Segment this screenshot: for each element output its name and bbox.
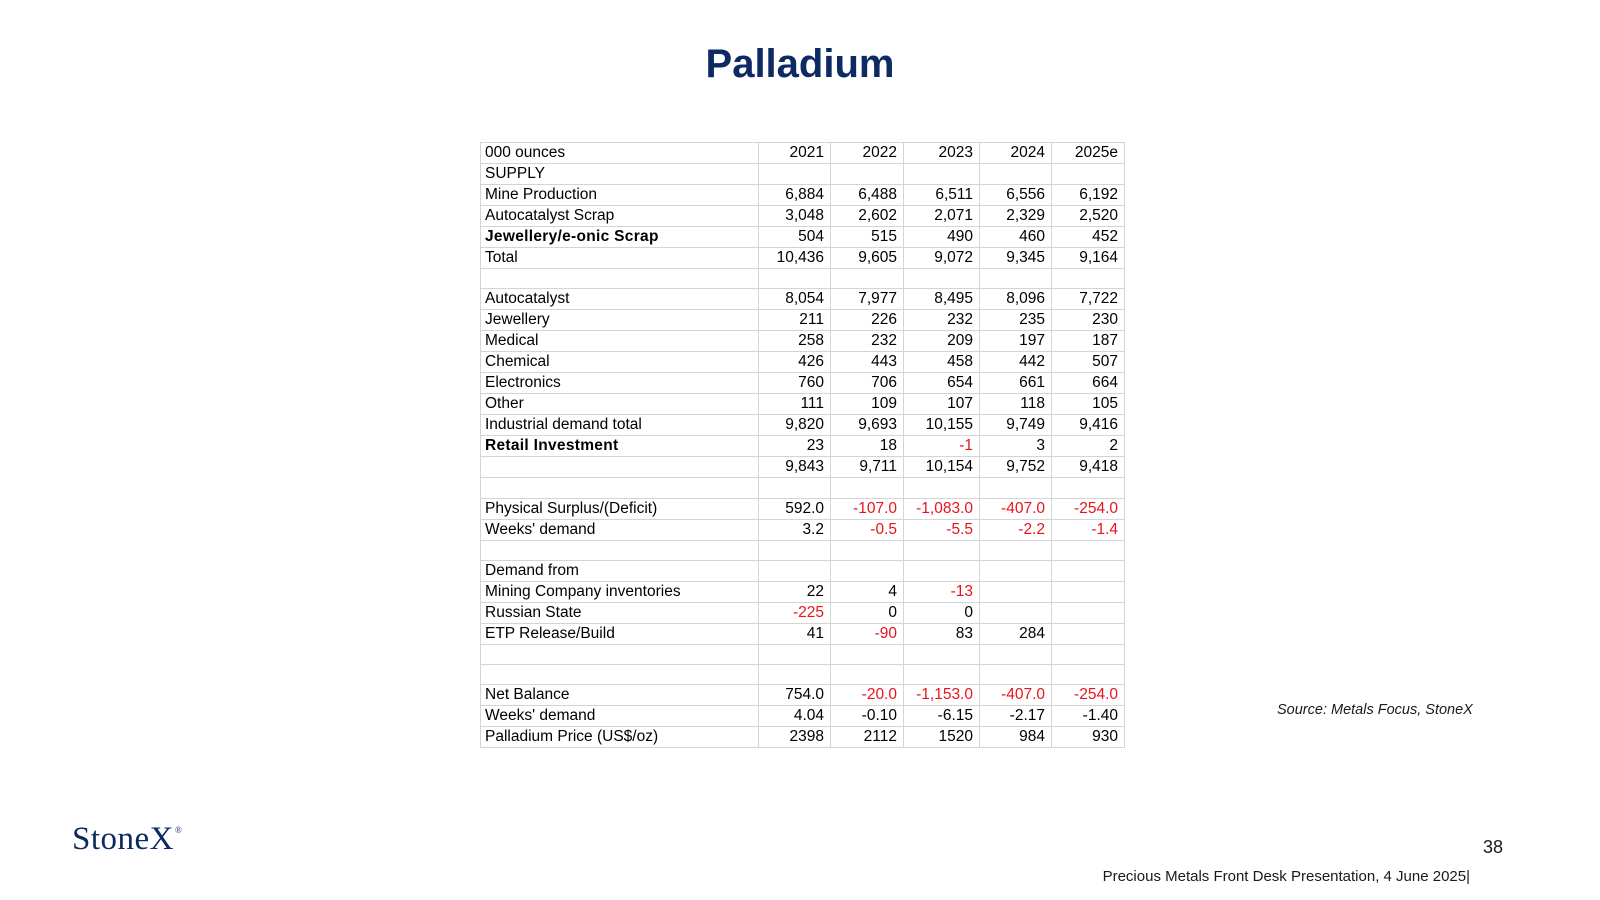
value-cell: 9,345 [980, 248, 1052, 269]
value-cell: 654 [904, 373, 980, 394]
value-cell: 6,556 [980, 185, 1052, 206]
value-cell: 2,602 [831, 206, 904, 227]
value-cell: -6.15 [904, 706, 980, 727]
value-cell [759, 560, 831, 581]
value-cell: 2,520 [1052, 206, 1125, 227]
table-header-row [481, 143, 1125, 164]
value-cell [831, 164, 904, 185]
value-cell: 107 [904, 394, 980, 415]
value-cell: 118 [980, 394, 1052, 415]
value-cell: -1,083.0 [904, 498, 980, 519]
table-body [481, 143, 1125, 748]
value-cell [1052, 644, 1125, 664]
value-cell [831, 269, 904, 289]
value-cell: 592.0 [759, 498, 831, 519]
value-cell: 105 [1052, 394, 1125, 415]
value-cell: 706 [831, 373, 904, 394]
value-cell: 507 [1052, 352, 1125, 373]
header-year: 2024 [980, 143, 1052, 164]
value-cell: 9,418 [1052, 457, 1125, 478]
row-label: Net Balance [481, 685, 759, 706]
row-label: Weeks' demand [481, 706, 759, 727]
value-cell: 232 [904, 310, 980, 331]
value-cell: -0.5 [831, 519, 904, 540]
table-row [481, 560, 1125, 581]
table-row [481, 540, 1125, 560]
row-label: Demand from [481, 560, 759, 581]
table-row [481, 352, 1125, 373]
value-cell [1052, 269, 1125, 289]
row-label: Electronics [481, 373, 759, 394]
value-cell [980, 540, 1052, 560]
value-cell [904, 540, 980, 560]
header-year: 2022 [831, 143, 904, 164]
value-cell: 10,155 [904, 415, 980, 436]
value-cell: -1,153.0 [904, 685, 980, 706]
row-label [481, 269, 759, 289]
value-cell [980, 602, 1052, 623]
row-label: Mine Production [481, 185, 759, 206]
table-row [481, 415, 1125, 436]
value-cell: -5.5 [904, 519, 980, 540]
value-cell: -1 [904, 436, 980, 457]
header-year: 2023 [904, 143, 980, 164]
value-cell: 8,495 [904, 289, 980, 310]
table-row [481, 644, 1125, 664]
value-cell [980, 478, 1052, 498]
table-row [481, 665, 1125, 685]
value-cell [980, 665, 1052, 685]
value-cell [1052, 581, 1125, 602]
footer-caption: Precious Metals Front Desk Presentation, 4 June 2025| [1102, 868, 1470, 885]
value-cell: 10,436 [759, 248, 831, 269]
header-unit-label: 000 ounces [481, 143, 759, 164]
stonex-logo [72, 821, 182, 858]
value-cell: 10,154 [904, 457, 980, 478]
value-cell: 284 [980, 623, 1052, 644]
value-cell: 6,511 [904, 185, 980, 206]
value-cell: 1520 [904, 727, 980, 748]
header-year: 2025e [1052, 143, 1125, 164]
page-number: 38 [1483, 837, 1504, 857]
row-label: Jewellery/e-onic Scrap [481, 227, 759, 248]
logo-text: StoneX [72, 821, 174, 857]
value-cell: 452 [1052, 227, 1125, 248]
slide-title: Palladium [705, 42, 895, 86]
row-label [481, 644, 759, 664]
value-cell: 230 [1052, 310, 1125, 331]
value-cell: -407.0 [980, 685, 1052, 706]
value-cell: 661 [980, 373, 1052, 394]
table-row [481, 289, 1125, 310]
value-cell: 2112 [831, 727, 904, 748]
row-label: Other [481, 394, 759, 415]
value-cell: 9,820 [759, 415, 831, 436]
table-row [481, 269, 1125, 289]
table-row [481, 206, 1125, 227]
table-row [481, 457, 1125, 478]
value-cell [904, 164, 980, 185]
value-cell: -254.0 [1052, 685, 1125, 706]
value-cell [759, 540, 831, 560]
value-cell: 3,048 [759, 206, 831, 227]
row-label: Industrial demand total [481, 415, 759, 436]
row-label: Autocatalyst [481, 289, 759, 310]
row-label: Total [481, 248, 759, 269]
value-cell: 8,054 [759, 289, 831, 310]
value-cell [1052, 602, 1125, 623]
value-cell [980, 644, 1052, 664]
value-cell [904, 560, 980, 581]
value-cell: -107.0 [831, 498, 904, 519]
value-cell [1052, 540, 1125, 560]
value-cell: 8,096 [980, 289, 1052, 310]
value-cell [759, 644, 831, 664]
value-cell: 460 [980, 227, 1052, 248]
table-row [481, 519, 1125, 540]
table-row [481, 227, 1125, 248]
header-year: 2021 [759, 143, 831, 164]
table-row [481, 310, 1125, 331]
value-cell: 7,722 [1052, 289, 1125, 310]
value-cell: 226 [831, 310, 904, 331]
value-cell: 426 [759, 352, 831, 373]
row-label: Physical Surplus/(Deficit) [481, 498, 759, 519]
table-row [481, 394, 1125, 415]
value-cell: 209 [904, 331, 980, 352]
value-cell [831, 560, 904, 581]
value-cell [831, 644, 904, 664]
value-cell: 9,711 [831, 457, 904, 478]
value-cell: 9,693 [831, 415, 904, 436]
value-cell [1052, 478, 1125, 498]
value-cell: 23 [759, 436, 831, 457]
row-label: Retail Investment [481, 436, 759, 457]
value-cell: 515 [831, 227, 904, 248]
value-cell: 187 [1052, 331, 1125, 352]
value-cell: 9,752 [980, 457, 1052, 478]
row-label: Russian State [481, 602, 759, 623]
value-cell [831, 540, 904, 560]
value-cell: 9,843 [759, 457, 831, 478]
value-cell: 2,329 [980, 206, 1052, 227]
value-cell: -254.0 [1052, 498, 1125, 519]
value-cell [831, 665, 904, 685]
value-cell [904, 665, 980, 685]
value-cell [904, 478, 980, 498]
value-cell: 754.0 [759, 685, 831, 706]
value-cell [831, 478, 904, 498]
table-row [481, 498, 1125, 519]
table-row [481, 602, 1125, 623]
value-cell [1052, 560, 1125, 581]
value-cell: 664 [1052, 373, 1125, 394]
value-cell: 6,192 [1052, 185, 1125, 206]
source-note: Source: Metals Focus, StoneX [1277, 702, 1473, 718]
value-cell: 9,072 [904, 248, 980, 269]
value-cell: 111 [759, 394, 831, 415]
table-row [481, 164, 1125, 185]
value-cell [904, 269, 980, 289]
value-cell: -1.40 [1052, 706, 1125, 727]
value-cell [980, 269, 1052, 289]
value-cell [759, 269, 831, 289]
value-cell [1052, 623, 1125, 644]
value-cell: 258 [759, 331, 831, 352]
value-cell: 442 [980, 352, 1052, 373]
value-cell: 443 [831, 352, 904, 373]
value-cell: 984 [980, 727, 1052, 748]
row-label [481, 457, 759, 478]
value-cell: -90 [831, 623, 904, 644]
value-cell: 41 [759, 623, 831, 644]
value-cell: 9,605 [831, 248, 904, 269]
table-row [481, 623, 1125, 644]
value-cell [1052, 665, 1125, 685]
table-row [481, 185, 1125, 206]
row-label: Weeks' demand [481, 519, 759, 540]
value-cell: -2.2 [980, 519, 1052, 540]
value-cell [759, 665, 831, 685]
value-cell: 4.04 [759, 706, 831, 727]
value-cell: -2.17 [980, 706, 1052, 727]
value-cell [980, 164, 1052, 185]
value-cell: 232 [831, 331, 904, 352]
value-cell: 0 [904, 602, 980, 623]
row-label: Autocatalyst Scrap [481, 206, 759, 227]
row-label: SUPPLY [481, 164, 759, 185]
value-cell: 109 [831, 394, 904, 415]
registered-mark: ® [175, 825, 183, 835]
value-cell: -20.0 [831, 685, 904, 706]
value-cell: 2398 [759, 727, 831, 748]
value-cell [1052, 164, 1125, 185]
table-row [481, 331, 1125, 352]
row-label: Palladium Price (US$/oz) [481, 727, 759, 748]
table-row [481, 706, 1125, 727]
palladium-balance-table [480, 142, 1125, 748]
table-row [481, 248, 1125, 269]
table-row [481, 685, 1125, 706]
value-cell: 6,884 [759, 185, 831, 206]
row-label: Mining Company inventories [481, 581, 759, 602]
table-row [481, 581, 1125, 602]
value-cell: 0 [831, 602, 904, 623]
value-cell: 9,164 [1052, 248, 1125, 269]
value-cell: 6,488 [831, 185, 904, 206]
value-cell: 3 [980, 436, 1052, 457]
value-cell: -0.10 [831, 706, 904, 727]
value-cell: 2,071 [904, 206, 980, 227]
row-label [481, 478, 759, 498]
value-cell: 197 [980, 331, 1052, 352]
value-cell: 490 [904, 227, 980, 248]
table-row [481, 373, 1125, 394]
row-label: Chemical [481, 352, 759, 373]
value-cell: 9,749 [980, 415, 1052, 436]
row-label [481, 665, 759, 685]
value-cell: 504 [759, 227, 831, 248]
value-cell [759, 164, 831, 185]
value-cell [980, 581, 1052, 602]
row-label: Medical [481, 331, 759, 352]
value-cell: 2 [1052, 436, 1125, 457]
value-cell: 83 [904, 623, 980, 644]
value-cell: 930 [1052, 727, 1125, 748]
value-cell [759, 478, 831, 498]
value-cell: -13 [904, 581, 980, 602]
value-cell: 18 [831, 436, 904, 457]
value-cell: 458 [904, 352, 980, 373]
value-cell: 7,977 [831, 289, 904, 310]
value-cell [904, 644, 980, 664]
value-cell: 235 [980, 310, 1052, 331]
value-cell: 3.2 [759, 519, 831, 540]
table-row [481, 727, 1125, 748]
value-cell: -407.0 [980, 498, 1052, 519]
value-cell: 4 [831, 581, 904, 602]
value-cell: 22 [759, 581, 831, 602]
value-cell [980, 560, 1052, 581]
row-label: Jewellery [481, 310, 759, 331]
row-label [481, 540, 759, 560]
value-cell: 760 [759, 373, 831, 394]
value-cell: -1.4 [1052, 519, 1125, 540]
row-label: ETP Release/Build [481, 623, 759, 644]
value-cell: 211 [759, 310, 831, 331]
table-row [481, 478, 1125, 498]
value-cell: -225 [759, 602, 831, 623]
value-cell: 9,416 [1052, 415, 1125, 436]
table-row [481, 436, 1125, 457]
